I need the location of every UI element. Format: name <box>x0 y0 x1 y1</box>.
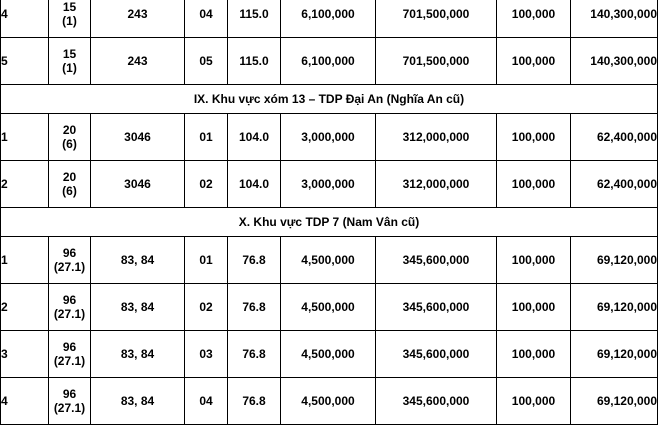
map-sheet-number: 96 <box>62 340 77 354</box>
map-sheet-sub: (27.1) <box>53 354 86 368</box>
cell-unit-price: 4,500,000 <box>281 331 376 378</box>
cell-parcel: 83, 84 <box>91 284 185 331</box>
cell-map-sheet <box>49 331 91 378</box>
map-sheet-number: 15 <box>62 0 77 14</box>
cell-total: 345,600,000 <box>376 237 497 284</box>
cell-area: 76.8 <box>228 284 281 331</box>
map-sheet-sub: (1) <box>62 14 77 28</box>
cell-stt: 1 <box>1 114 49 161</box>
table-row <box>1 284 658 331</box>
cell-rate: 100,000 <box>497 114 571 161</box>
cell-map-sheet <box>49 378 91 425</box>
cell-stt: 1 <box>1 237 49 284</box>
cell-deposit: 69,120,000 <box>571 237 658 284</box>
cell-unit-price: 3,000,000 <box>281 114 376 161</box>
cell-area: 104.0 <box>228 114 281 161</box>
cell-deposit: 69,120,000 <box>571 378 658 425</box>
cell-rate: 100,000 <box>497 161 571 208</box>
map-sheet-sub: (1) <box>62 61 77 75</box>
map-sheet-sub: (27.1) <box>53 260 86 274</box>
cell-parcel: 3046 <box>91 161 185 208</box>
section-header-row <box>1 208 658 237</box>
table-row <box>1 0 658 38</box>
cell-map-sheet <box>49 237 91 284</box>
map-sheet-number: 96 <box>62 387 77 401</box>
cell-stt: 3 <box>1 331 49 378</box>
cell-total: 312,000,000 <box>376 161 497 208</box>
cell-area: 115.0 <box>228 38 281 85</box>
map-sheet-sub: (27.1) <box>53 307 86 321</box>
cell-unit-price: 4,500,000 <box>281 237 376 284</box>
cell-lot: 01 <box>185 114 228 161</box>
cell-deposit: 140,300,000 <box>571 38 658 85</box>
cell-map-sheet <box>49 38 91 85</box>
cell-deposit: 62,400,000 <box>571 161 658 208</box>
cell-rate: 100,000 <box>497 38 571 85</box>
map-sheet-number: 20 <box>62 170 77 184</box>
cell-area: 115.0 <box>228 0 281 38</box>
cell-rate: 100,000 <box>497 0 571 38</box>
cell-area: 76.8 <box>228 378 281 425</box>
cell-area: 104.0 <box>228 161 281 208</box>
cell-rate: 100,000 <box>497 284 571 331</box>
cell-stt: 2 <box>1 284 49 331</box>
section-title: IX. Khu vực xóm 13 – TDP Đại An (Nghĩa An cũ) <box>1 85 658 114</box>
cell-rate: 100,000 <box>497 331 571 378</box>
cell-parcel: 83, 84 <box>91 237 185 284</box>
cell-map-sheet <box>49 0 91 38</box>
cell-unit-price: 4,500,000 <box>281 378 376 425</box>
map-sheet-sub: (6) <box>62 184 77 198</box>
cell-unit-price: 4,500,000 <box>281 284 376 331</box>
table-body <box>1 0 658 425</box>
cell-rate: 100,000 <box>497 237 571 284</box>
map-sheet-number: 96 <box>62 293 77 307</box>
table-row <box>1 114 658 161</box>
cell-parcel: 243 <box>91 38 185 85</box>
section-title: X. Khu vực TDP 7 (Nam Vân cũ) <box>1 208 658 237</box>
section-header-row <box>1 85 658 114</box>
cell-total: 345,600,000 <box>376 331 497 378</box>
map-sheet-number: 20 <box>62 123 77 137</box>
map-sheet-number: 96 <box>62 246 77 260</box>
cell-total: 312,000,000 <box>376 114 497 161</box>
table-row <box>1 38 658 85</box>
cell-map-sheet <box>49 284 91 331</box>
cell-map-sheet <box>49 161 91 208</box>
cell-map-sheet <box>49 114 91 161</box>
cell-parcel: 243 <box>91 0 185 38</box>
cell-total: 345,600,000 <box>376 284 497 331</box>
cell-unit-price: 6,100,000 <box>281 38 376 85</box>
cell-lot: 02 <box>185 284 228 331</box>
cell-area: 76.8 <box>228 237 281 284</box>
cell-parcel: 3046 <box>91 114 185 161</box>
cell-total: 701,500,000 <box>376 38 497 85</box>
table-row <box>1 378 658 425</box>
table-row <box>1 161 658 208</box>
cell-lot: 03 <box>185 331 228 378</box>
cell-area: 76.8 <box>228 331 281 378</box>
cell-stt: 5 <box>1 38 49 85</box>
cell-total: 345,600,000 <box>376 378 497 425</box>
map-sheet-sub: (27.1) <box>53 401 86 415</box>
map-sheet-number: 15 <box>62 47 77 61</box>
cell-lot: 02 <box>185 161 228 208</box>
cell-stt: 4 <box>1 378 49 425</box>
cell-deposit: 62,400,000 <box>571 114 658 161</box>
cell-deposit: 69,120,000 <box>571 284 658 331</box>
cell-rate: 100,000 <box>497 378 571 425</box>
cell-parcel: 83, 84 <box>91 378 185 425</box>
cell-deposit: 140,300,000 <box>571 0 658 38</box>
cell-unit-price: 3,000,000 <box>281 161 376 208</box>
cell-total: 701,500,000 <box>376 0 497 38</box>
table-row <box>1 331 658 378</box>
cell-stt: 4 <box>1 0 49 38</box>
cell-lot: 05 <box>185 38 228 85</box>
cell-lot: 01 <box>185 237 228 284</box>
map-sheet-sub: (6) <box>62 137 77 151</box>
cell-unit-price: 6,100,000 <box>281 0 376 38</box>
cell-lot: 04 <box>185 378 228 425</box>
table-row <box>1 237 658 284</box>
cell-deposit: 69,120,000 <box>571 331 658 378</box>
cell-stt: 2 <box>1 161 49 208</box>
cell-lot: 04 <box>185 0 228 38</box>
cell-parcel: 83, 84 <box>91 331 185 378</box>
